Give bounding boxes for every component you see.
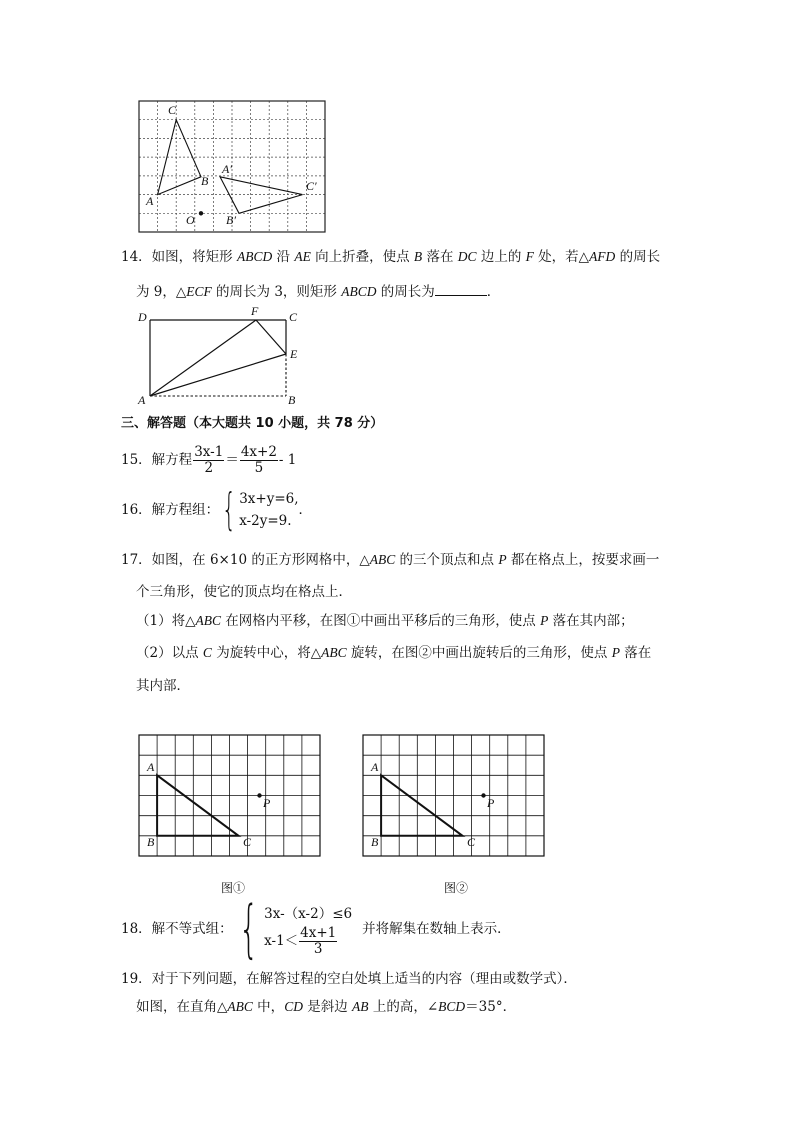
label-d: D bbox=[138, 310, 147, 324]
triangle-abc bbox=[157, 775, 238, 836]
label-c-prime: C′ bbox=[306, 179, 317, 193]
label-a: A bbox=[146, 194, 154, 208]
grid-2 bbox=[363, 735, 544, 856]
label-b: B bbox=[371, 835, 379, 849]
equation-system: { 3x+y=6, x-2y=9. bbox=[222, 484, 299, 535]
label-a: A bbox=[371, 760, 379, 774]
triangle-abc bbox=[381, 775, 462, 836]
label-b: B bbox=[288, 393, 296, 407]
section-title: 三、解答题（本大题共 10 小题，共 78 分） bbox=[121, 416, 384, 431]
q18: 18．解不等式组： { 3x-（x-2）≤6 x-1＜ $\frac{4x+1}{3}$ 并将解集在数轴上表示． bbox=[121, 892, 511, 965]
fraction-2: $\frac{4x+2}{5}$ bbox=[240, 444, 277, 476]
label-a: A bbox=[138, 393, 146, 407]
q17-part3: 其内部． bbox=[136, 678, 190, 694]
label-c: C bbox=[243, 835, 252, 849]
fraction-1: $\frac{3x-1}{2}$ bbox=[194, 444, 224, 476]
q14-line1: 14．如图，将矩形 ABCD 沿 AE 向上折叠，使点 B 落在 DC 边上的 F 处，若△AFD 的周长 bbox=[121, 249, 661, 265]
label-e: E bbox=[290, 347, 298, 361]
point-p bbox=[257, 793, 261, 797]
label-b-prime: B′ bbox=[226, 213, 236, 227]
q17-part2: （2）以点 C 为旋转中心，将△ABC 旋转，在图②中画出旋转后的三角形，使点 P 落在 bbox=[136, 645, 652, 661]
label-p: P bbox=[487, 796, 495, 810]
point-p bbox=[481, 793, 485, 797]
label-c: C bbox=[168, 103, 177, 117]
label-b: B bbox=[201, 174, 209, 188]
q19-line2: 如图，在直角△ABC 中，CD 是斜边 AB 上的高，∠BCD＝35°． bbox=[136, 999, 517, 1015]
label-c: C bbox=[467, 835, 476, 849]
label-c: C bbox=[289, 310, 298, 324]
label-a: A bbox=[147, 760, 155, 774]
q17-line2: 个三角形，使它的顶点均在格点上． bbox=[136, 584, 352, 600]
caption-figure-2: 图② bbox=[444, 881, 469, 895]
label-b: B bbox=[147, 835, 155, 849]
q15: 15．解方程 $\frac{3x-1}{2}$ ＝ $\frac{4x+2}{5}$ - 1 bbox=[121, 444, 297, 476]
grid-1 bbox=[139, 735, 320, 856]
label-f: F bbox=[251, 304, 259, 318]
q14-line2: 为 9，△ECF 的周长为 3，则矩形 ABCD 的周长为 ． bbox=[136, 281, 500, 302]
q16: 16．解方程组： { 3x+y=6, x-2y=9. ． bbox=[121, 484, 313, 535]
q17-line1: 17．如图，在 6×10 的正方形网格中，△ABC 的三个顶点和点 P 都在格点上，按要求画一 bbox=[121, 552, 660, 568]
label-p: P bbox=[263, 796, 271, 810]
label-a-prime: A′ bbox=[222, 162, 232, 176]
point-o bbox=[199, 211, 203, 215]
q14-rectangle-figure bbox=[150, 320, 287, 396]
q17-part1: （1）将△ABC 在网格内平移，在图①中画出平移后的三角形，使点 P 落在其内部； bbox=[136, 613, 634, 629]
inequality-system: { 3x-（x-2）≤6 x-1＜ $\frac{4x+1}{3}$ bbox=[238, 892, 353, 965]
answer-blank[interactable] bbox=[435, 281, 487, 296]
caption-figure-1: 图① bbox=[221, 881, 246, 895]
label-o: O bbox=[186, 213, 195, 227]
triangle-abc-prime bbox=[220, 177, 303, 214]
q19-line1: 19．对于下列问题，在解答过程的空白处填上适当的内容（理由或数学式）． bbox=[121, 971, 577, 987]
